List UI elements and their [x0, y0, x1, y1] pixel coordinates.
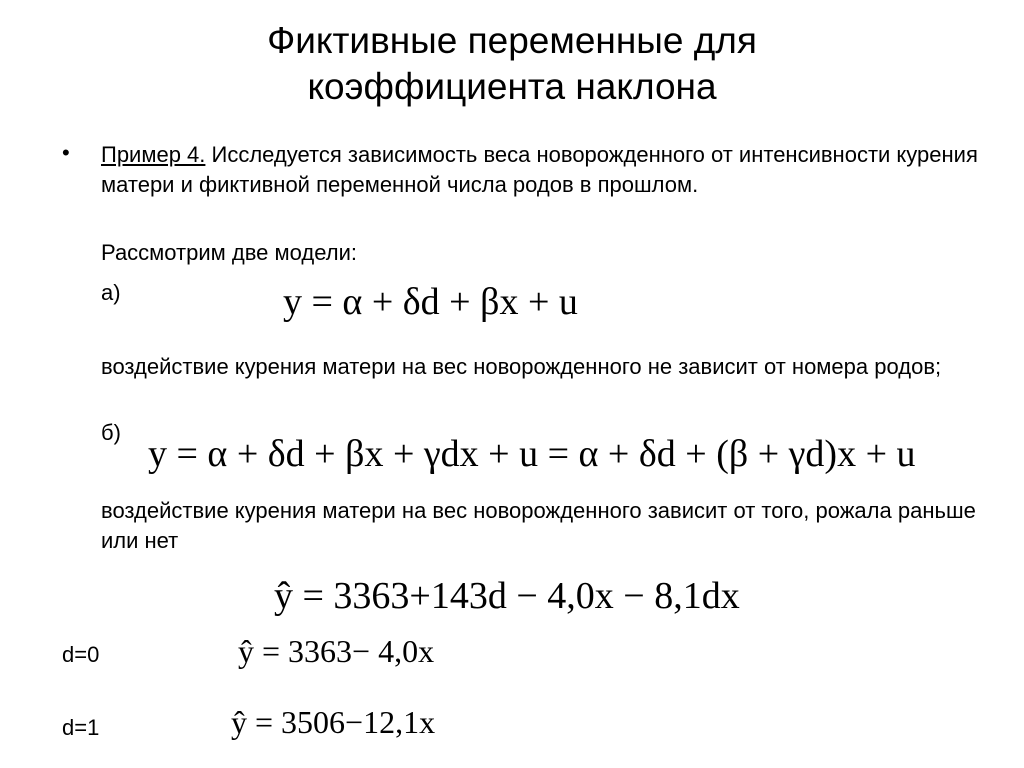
d1-label: d=1 [62, 715, 100, 740]
d0-formula: ŷ = 3363− 4,0x [238, 633, 435, 669]
page-title [0, 18, 1024, 110]
model-b-label: б) [101, 420, 121, 445]
model-a-formula: y = α + δd + βx + u [283, 281, 578, 323]
title-line-2: коэффициента наклона [307, 66, 717, 107]
bullet-marker: • [62, 140, 70, 165]
example-label: Пример 4. [101, 142, 206, 167]
model-a-description: воздействие курения матери на вес новорожденного не зависит от номера родов; [101, 354, 942, 379]
example-paragraph [101, 140, 981, 200]
d1-formula: ŷ = 3506−12,1x [231, 704, 436, 740]
title-line-1: Фиктивные переменные для [267, 20, 757, 61]
example-text: Исследуется зависимость веса новорожденного от интенсивности курения матери и фиктивной переменной числа родов в прошлом. [101, 142, 978, 197]
d0-label: d=0 [62, 642, 100, 667]
model-a-label: а) [101, 280, 121, 305]
estimated-equation: ŷ = 3363+143d − 4,0x − 8,1dx [274, 575, 740, 617]
model-b-description: воздействие курения матери на вес новорожденного зависит от того, рожала раньше или нет [101, 498, 976, 553]
consider-text: Рассмотрим две модели: [101, 240, 357, 265]
model-b-formula: y = α + δd + βx + γdx + u = α + δd + (β + γd)x + u [148, 433, 916, 475]
